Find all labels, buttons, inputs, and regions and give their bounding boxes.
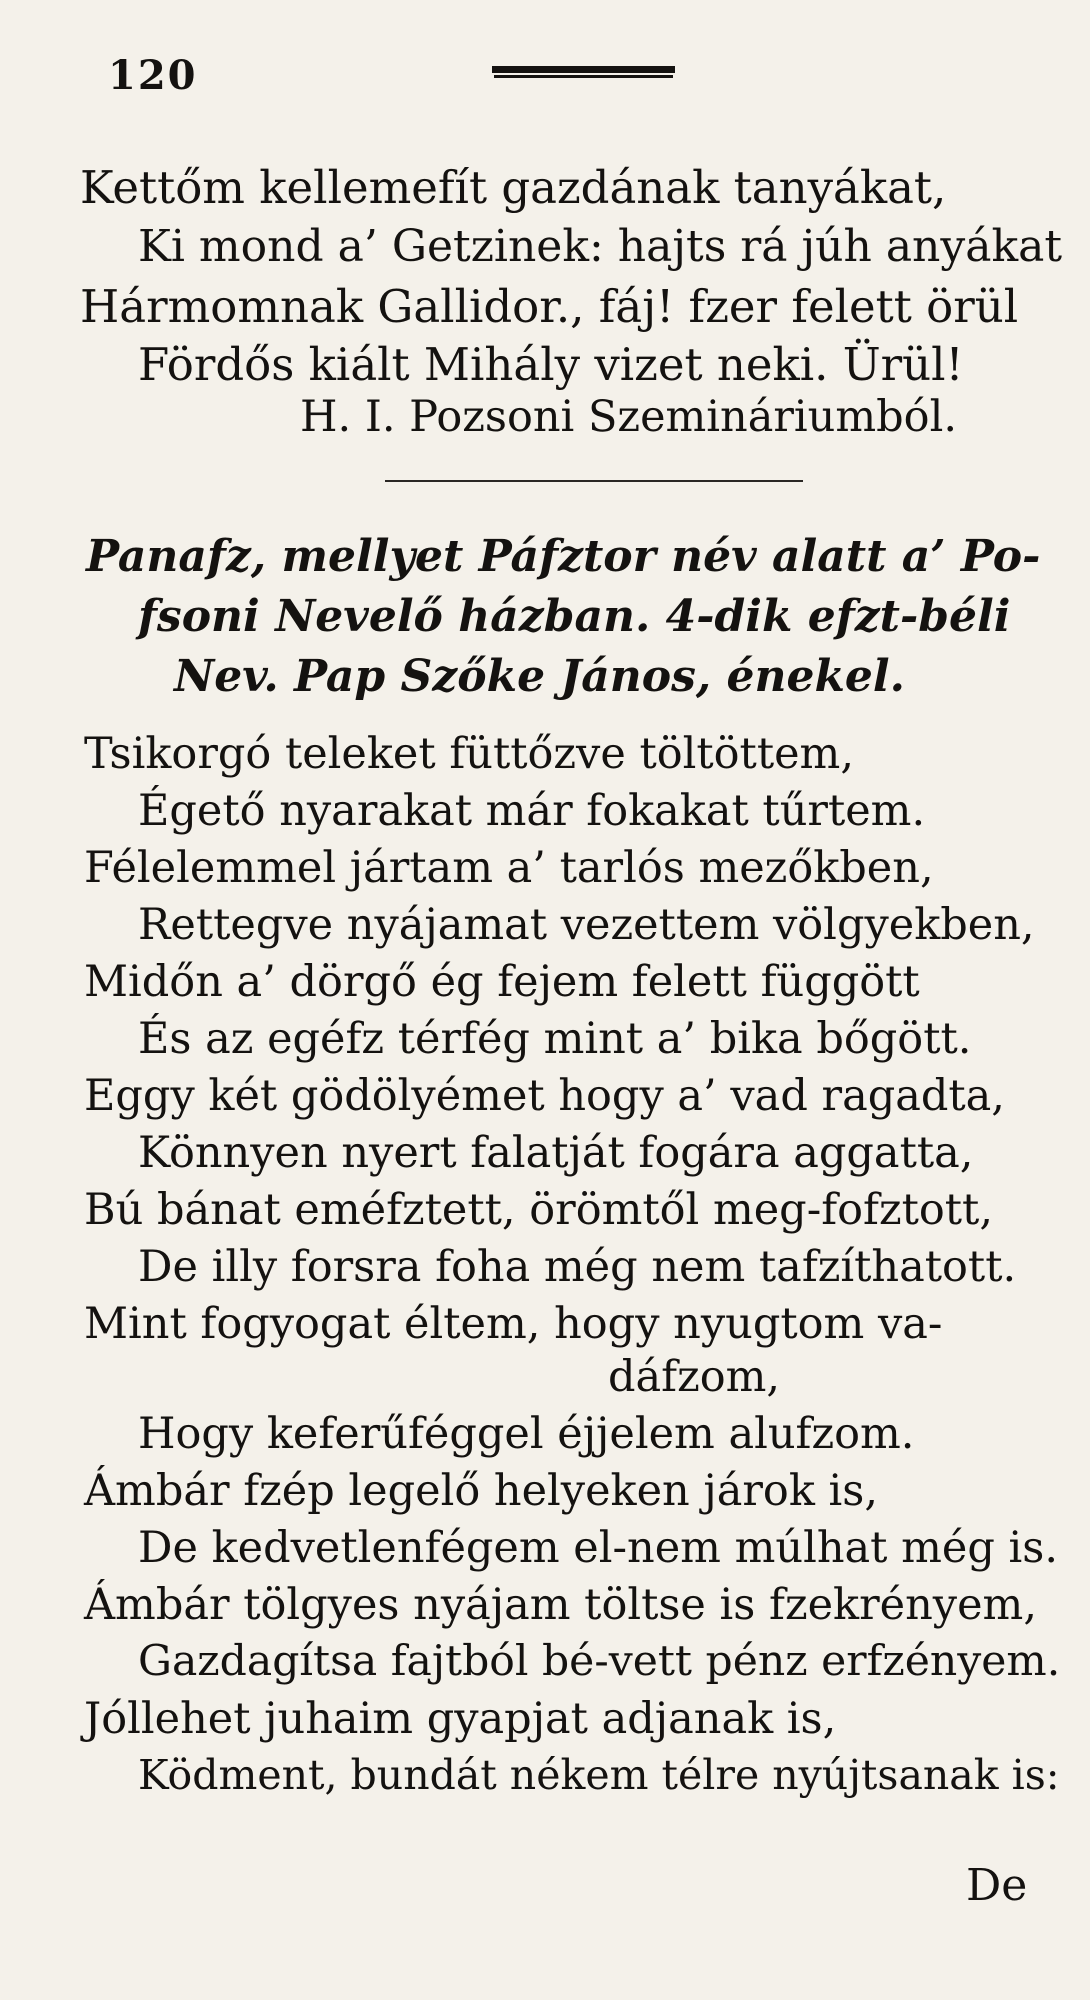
poem-1-line: Ki mond a’ Getzinek: hajts rá júh anyákat — [138, 221, 1063, 272]
poem-1-line: Fördős kiált Mihály vizet neki. Ürül! — [138, 338, 964, 391]
page-number: 120 — [108, 52, 198, 99]
poem-2-line: De illy forsra foha még nem tafzíthatott. — [138, 1242, 1017, 1292]
poem-2-line: Midőn a’ dörgő ég fejem felett függött — [84, 957, 920, 1007]
poem-2-line: Mint fogyogat éltem, hogy nyugtom va- — [84, 1299, 943, 1349]
poem-2-line: És az egéfz térfég mint a’ bika bőgött. — [138, 1014, 972, 1064]
signature: H. I. Pozsoni Szemináriumból. — [300, 392, 957, 442]
poem-2-line: Gazdagítsa fajtból bé-vett pénz erfzényem. — [138, 1637, 1061, 1686]
poem-1-line: Hármomnak Gallidor., fáj! fzer felett örül — [80, 280, 1019, 333]
poem-2-line: Tsikorgó teleket füttőzve töltöttem, — [84, 729, 854, 779]
poem-2-line: Jóllehet juhaim gyapjat adjanak is, — [84, 1694, 837, 1744]
section-divider — [385, 480, 803, 482]
poem-2-line: Ködment, bundát nékem télre nyújtsanak is: — [138, 1751, 1060, 1799]
poem-2-line: Félelemmel jártam a’ tarlós mezőkben, — [84, 843, 934, 893]
heading-line: Nev. Pap Szőke János, énekel. — [174, 651, 905, 702]
poem-2-line: Bú bánat eméfztett, örömtől meg-fofztott, — [84, 1185, 994, 1235]
header-rule — [492, 66, 675, 75]
poem-2-line: De kedvetlenfégem el-nem múlhat még is. — [138, 1523, 1059, 1573]
poem-2-line: Könnyen nyert falatját fogára aggatta, — [138, 1128, 974, 1178]
poem-2-line: Hogy keferűféggel éjjelem alufzom. — [138, 1409, 915, 1459]
poem-1-line: Kettőm kellemefít gazdának tanyákat, — [80, 161, 947, 214]
poem-2-line: Égető nyarakat már fokakat tűrtem. — [138, 786, 926, 836]
catchword: De — [966, 1860, 1028, 1911]
poem-2-line: Ámbár tölgyes nyájam töltse is fzekrényem, — [84, 1580, 1037, 1630]
poem-2-line: Rettegve nyájamat vezettem völgyekben, — [138, 900, 1035, 950]
heading-line: Panafz, mellyet Páfztor név alatt a’ Po- — [86, 531, 1041, 582]
poem-2-line: Eggy két gödölyémet hogy a’ vad ragadta, — [84, 1071, 1005, 1121]
heading-line: fsoni Nevelő házban. 4-dik efzt-béli — [138, 591, 1011, 642]
poem-2-line: Ámbár fzép legelő helyeken járok is, — [84, 1466, 879, 1516]
poem-2-line: dáfzom, — [608, 1352, 781, 1402]
